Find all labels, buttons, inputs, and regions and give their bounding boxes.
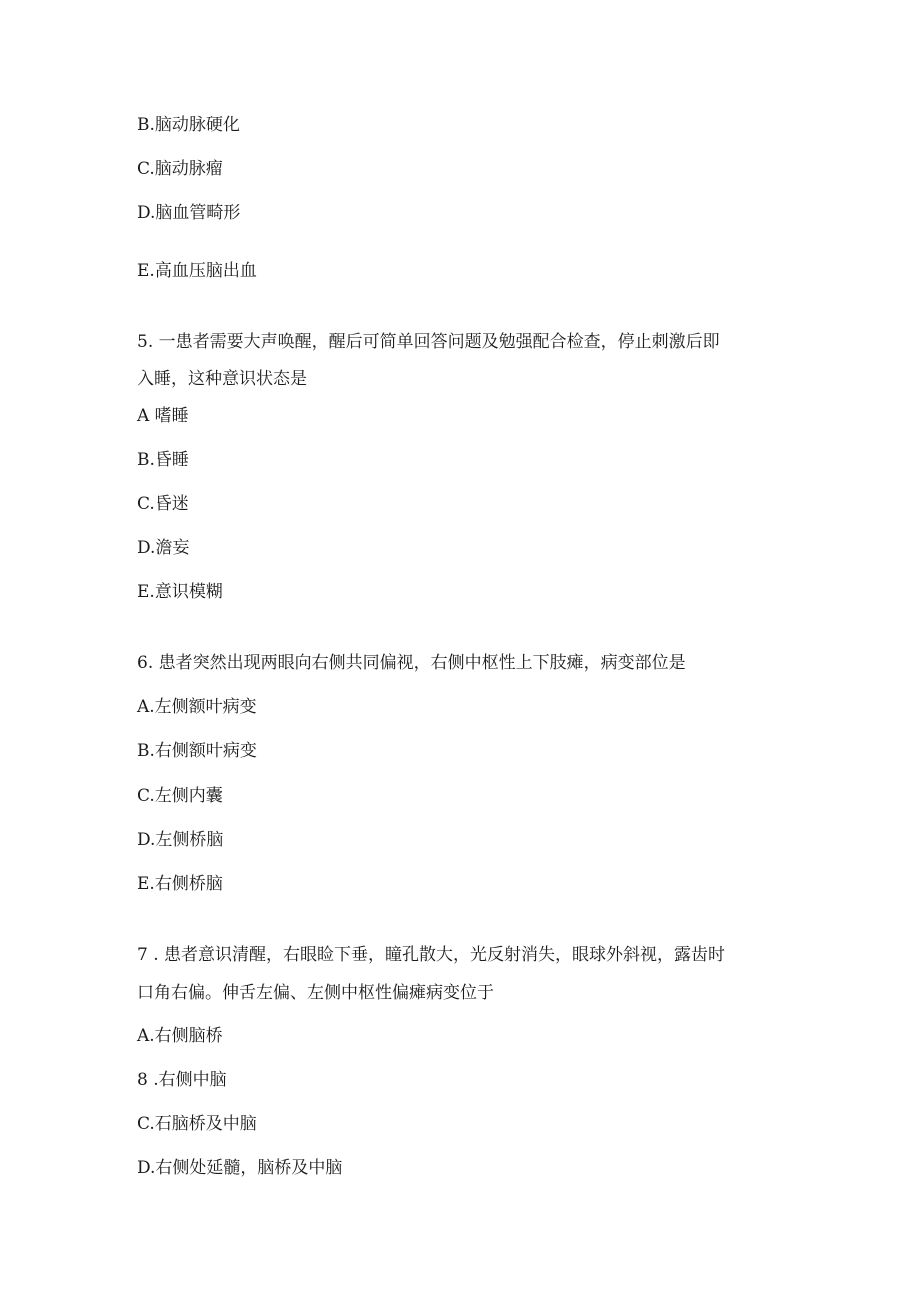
q4-option-d: D.脑血管畸形 — [137, 203, 241, 223]
q5-option-c: C.昏迷 — [137, 494, 189, 514]
q7-option-a: A.右侧脑桥 — [137, 1026, 223, 1046]
q5-stem-line1: 5. 一患者需要大声唤醒，醒后可简单回答问题及勉强配合检查，停止刺激后即 — [137, 332, 720, 352]
q7-stem-line2: 口角右偏。伸舌左偏、左侧中枢性偏瘫病变位于 — [137, 983, 494, 1003]
q6-option-c: C.左侧内囊 — [137, 786, 223, 806]
q5-option-d: D.澹妄 — [137, 538, 190, 558]
q4-option-e: E.高血压脑出血 — [137, 261, 257, 281]
q4-option-c: C.脑动脉瘤 — [137, 159, 223, 179]
q4-option-b: B.脑动脉硬化 — [137, 115, 240, 135]
q7-option-b: 8 .右侧中脑 — [137, 1070, 227, 1090]
q5-option-b: B.昏睡 — [137, 450, 189, 470]
q7-stem-line1: 7 . 患者意识清醒，右眼睑下垂，瞳孔散大，光反射消失，眼球外斜视，露齿时 — [137, 945, 726, 965]
q7-option-d: D.右侧处延髓，脑桥及中脑 — [137, 1158, 343, 1178]
q6-option-a: A.左侧额叶病变 — [137, 697, 257, 717]
q5-option-a: A 嗜睡 — [137, 406, 189, 426]
q6-option-d: D.左侧桥脑 — [137, 830, 224, 850]
q5-option-e: E.意识模糊 — [137, 582, 223, 602]
q6-stem: 6. 患者突然出现两眼向右侧共同偏视，右侧中枢性上下肢瘫，病变部位是 — [137, 653, 686, 673]
q7-option-c: C.石脑桥及中脑 — [137, 1114, 257, 1134]
q6-option-b: B.右侧额叶病变 — [137, 741, 257, 761]
q6-option-e: E.右侧桥脑 — [137, 874, 223, 894]
q5-stem-line2: 入睡，这种意识状态是 — [137, 369, 307, 389]
